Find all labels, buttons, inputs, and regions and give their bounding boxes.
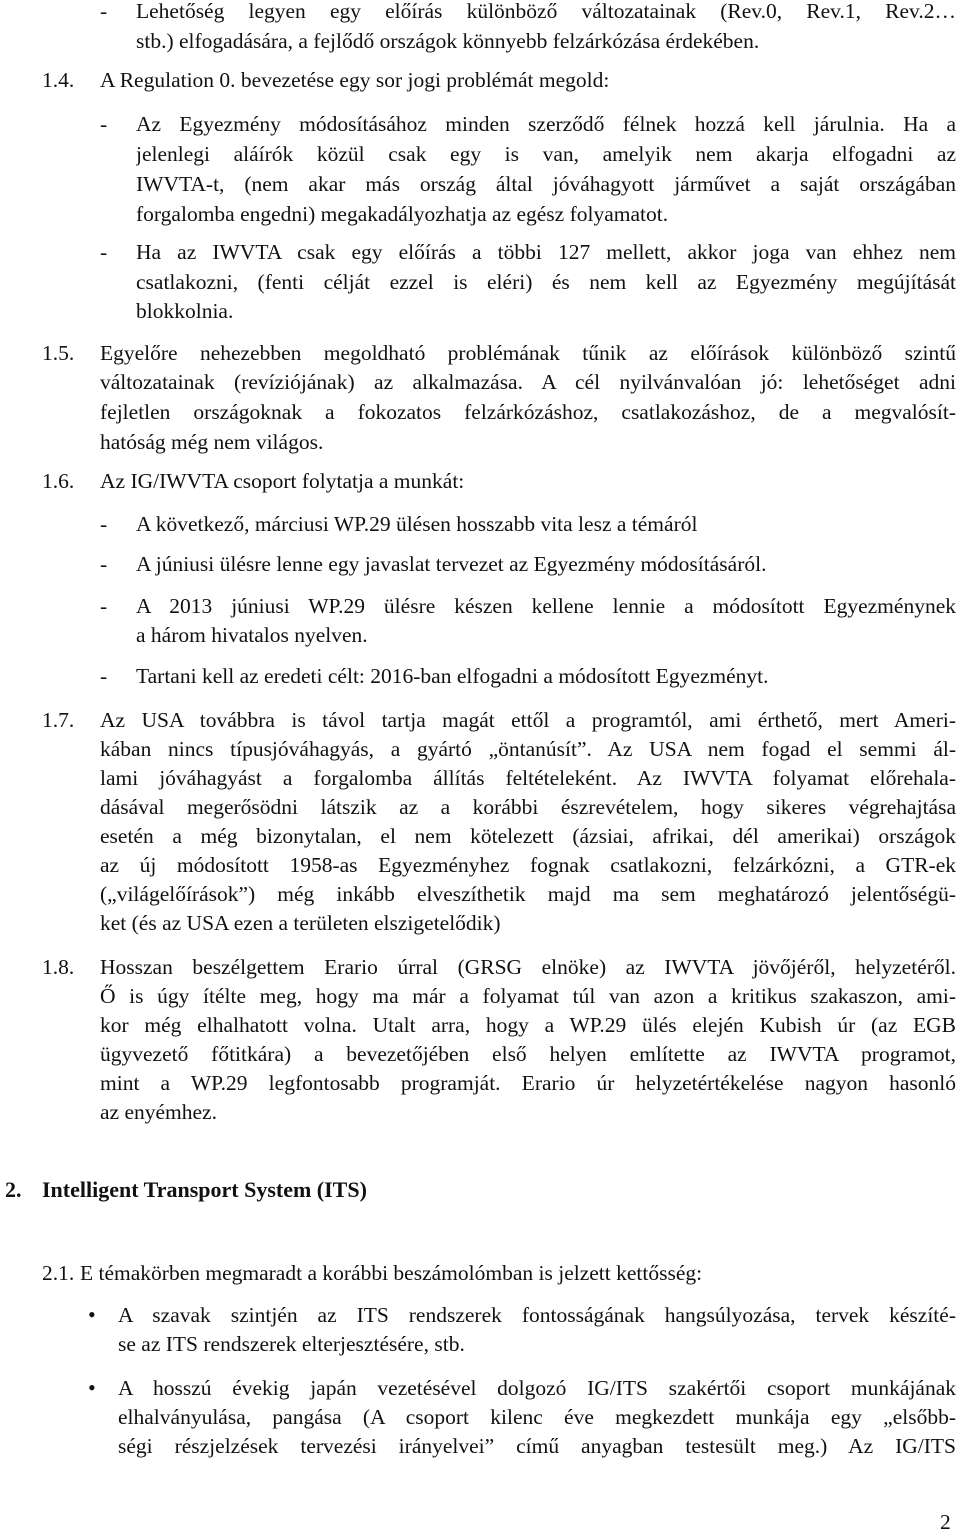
bullet-icon: • (88, 1375, 96, 1400)
text-line: az enyémhez. (100, 1100, 217, 1124)
text-line: Az Egyezmény módosításához minden szerződő félnek hozzá kell járulnia. Ha a (136, 112, 956, 136)
text-line: Egyelőre nehezebben megoldható problémának tűnik az előírások különböző szintű (100, 341, 956, 365)
text-line: IWVTA-t, (nem akar más ország által jóváhagyott járművet a saját országában (136, 172, 956, 196)
bullet-icon: • (88, 1302, 96, 1327)
text-line: az új módosított 1958-as Egyezményhez fognak csatlakozni, felzárkózni, a GTR-ek (100, 853, 956, 877)
text-line: Tartani kell az eredeti célt: 2016-ban elfogadni a módosított Egyezményt. (136, 664, 769, 688)
dash-marker: - (100, 664, 108, 688)
section-title: E témakörben megmaradt a korábbi beszámolómban is jelzett kettősség: (80, 1261, 703, 1285)
section-heading: Intelligent Transport System (ITS) (42, 1177, 367, 1202)
section-number: 2. (5, 1177, 22, 1202)
text-line: kában nincs típusjóváhagyás, a gyártó „öntanúsít”. Az USA nem fogad el semmi ál- (100, 737, 956, 761)
text-line: Ő is úgy ítélte meg, hogy ma már a folyamat túl van azon a kritikus szakaszon, ami- (100, 984, 956, 1008)
text-line: A szavak szintjén az ITS rendszerek fontosságának hangsúlyozása, tervek készíté- (118, 1303, 956, 1327)
dash-marker: - (100, 0, 108, 23)
section-title: A Regulation 0. bevezetése egy sor jogi problémát megold: (100, 68, 610, 92)
text-line: lami jóváhagyást a forgalomba állítás feltételeként. Az IWVTA folyamat előrehala- (100, 766, 956, 790)
text-line: („világelőírások”) még inkább elveszíthetik majd ma sem meghatározó jelentőségü- (100, 882, 956, 906)
text-line: A 2013 júniusi WP.29 ülésre készen kellene lennie a módosított Egyezménynek (136, 594, 956, 618)
text-line: csatlakozni, (fenti célját ezzel is eléri) és nem kell az Egyezmény megújítását (136, 270, 956, 294)
section-title: Az IG/IWVTA csoport folytatja a munkát: (100, 469, 465, 493)
dash-marker: - (100, 512, 108, 536)
text-line: blokkolnia. (136, 299, 234, 323)
text-line: Az USA továbbra is távol tartja magát ettől a programtól, ami érthető, mert Ameri- (100, 708, 956, 732)
dash-marker: - (100, 594, 108, 618)
section-number: 1.6. (42, 469, 75, 493)
section-number: 1.7. (42, 708, 75, 732)
text-line: hatóság még nem világos. (100, 430, 324, 454)
page-number: 2 (940, 1510, 951, 1534)
text-line: változatainak (revíziójának) az alkalmazása. A cél nyilvánvalóan jó: lehetőséget adni (100, 370, 956, 394)
text-line: A következő, márciusi WP.29 ülésen hosszabb vita lesz a témáról (136, 512, 698, 536)
section-number: 1.4. (42, 68, 75, 92)
section-number: 1.8. (42, 955, 75, 979)
text-line: Ha az IWVTA csak egy előírás a többi 127 mellett, akkor joga van ehhez nem (136, 240, 956, 264)
text-line: kor még elhalhatott volna. Utalt arra, hogy a WP.29 ülés elején Kubish úr (az EGB (100, 1013, 956, 1037)
text-line: ket (és az USA ezen a területen elszigetelődik) (100, 911, 501, 935)
text-line: Hosszan beszélgettem Erario úrral (GRSG elnöke) az IWVTA jövőjéről, helyzetéről. (100, 955, 956, 979)
text-line: A hosszú évekig japán vezetésével dolgozó IG/ITS szakértői csoport munkájának (118, 1376, 956, 1400)
dash-marker: - (100, 552, 108, 576)
text-line: se az ITS rendszerek elterjesztésére, stb. (118, 1332, 465, 1356)
text-line: ügyvezető főtitkára) a bevezetőjében első helyen említette az IWVTA programot, (100, 1042, 956, 1066)
text-line: Lehetőség legyen egy előírás különböző változatainak (Rev.0, Rev.1, Rev.2… (136, 0, 956, 23)
section-number: 1.5. (42, 341, 75, 365)
dash-marker: - (100, 240, 108, 264)
text-line: a három hivatalos nyelven. (136, 623, 368, 647)
dash-marker: - (100, 112, 108, 136)
section-number: 2.1. (42, 1261, 75, 1285)
text-line: dásával megerősödni látszik az a korábbi észrevételem, hogy sikeres végrehajtása (100, 795, 956, 819)
text-line: jelenlegi aláírók közül csak egy is van, amelyik nem akarja elfogadni az (136, 142, 956, 166)
text-line: A júniusi ülésre lenne egy javaslat tervezet az Egyezmény módosításáról. (136, 552, 767, 576)
text-line: elhalványulása, pangása (A csoport kilenc éve megkezdett munkája egy „elsőbb- (118, 1405, 956, 1429)
text-line: stb.) elfogadására, a fejlődő országok könnyebb felzárkózása érdekében. (136, 29, 760, 53)
text-line: mint a WP.29 legfontosabb programját. Erario úr helyzetértékelése nagyon hasonló (100, 1071, 956, 1095)
text-line: forgalomba engedni) megakadályozhatja az egész folyamatot. (136, 202, 669, 226)
text-line: ségi részjelzések tervezési irányelvei” című anyagban testesült meg.) Az IG/ITS (118, 1434, 956, 1458)
text-line: esetén a még bizonytalan, el nem kötelezett (ázsiai, afrikai, dél amerikai) országok (100, 824, 956, 848)
text-line: fejletlen országoknak a fokozatos felzárkózáshoz, csatlakozáshoz, de a megvalósít- (100, 400, 956, 424)
